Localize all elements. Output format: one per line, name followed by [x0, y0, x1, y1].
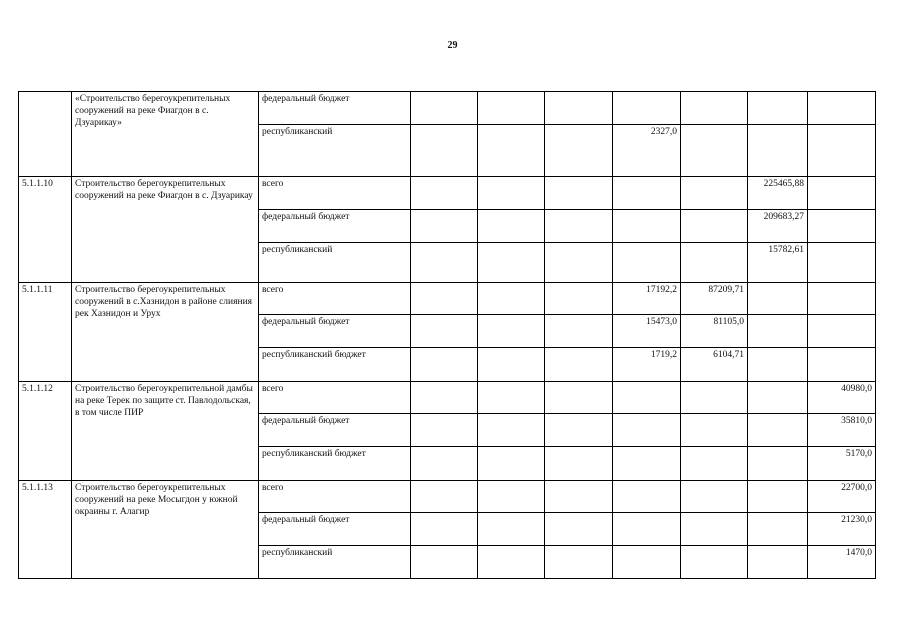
amount-cell: 40980,0 [808, 382, 876, 414]
funding-source: всего [259, 283, 411, 315]
funding-source: республиканский бюджет [259, 447, 411, 481]
amount-cell [748, 481, 808, 513]
funding-source: федеральный бюджет [259, 210, 411, 243]
amount-cell [411, 210, 478, 243]
amount-cell [613, 177, 681, 210]
amount-cell [478, 315, 545, 348]
amount-cell [545, 177, 613, 210]
funding-source: республиканский [259, 546, 411, 579]
table-row [19, 92, 876, 125]
table-row [19, 177, 876, 210]
amount-cell [478, 125, 545, 177]
amount-cell: 6104,71 [681, 348, 748, 382]
item-name: Строительство берегоукрепительных сооружений на реке Мосыгдон у южной окраины г. Алагир [72, 481, 259, 579]
item-code: 5.1.1.12 [19, 382, 72, 481]
amount-cell: 15782,61 [748, 243, 808, 283]
funding-source: федеральный бюджет [259, 513, 411, 546]
amount-cell [613, 382, 681, 414]
amount-cell [748, 92, 808, 125]
amount-cell [411, 243, 478, 283]
amount-cell [681, 546, 748, 579]
amount-cell [613, 513, 681, 546]
amount-cell [545, 546, 613, 579]
amount-cell [808, 283, 876, 315]
amount-cell: 1719,2 [613, 348, 681, 382]
amount-cell [411, 283, 478, 315]
amount-cell [411, 513, 478, 546]
amount-cell [748, 513, 808, 546]
amount-cell [545, 414, 613, 447]
amount-cell: 22700,0 [808, 481, 876, 513]
amount-cell [545, 92, 613, 125]
amount-cell [748, 348, 808, 382]
amount-cell [748, 283, 808, 315]
amount-cell [478, 243, 545, 283]
item-name: Строительство берегоукрепительных сооружений в с.Хазнидон в районе слияния рек Хазнидон и Урух [72, 283, 259, 382]
amount-cell [411, 177, 478, 210]
amount-cell [545, 283, 613, 315]
amount-cell [411, 348, 478, 382]
amount-cell [478, 414, 545, 447]
amount-cell [681, 210, 748, 243]
amount-cell [748, 315, 808, 348]
amount-cell [613, 447, 681, 481]
table-body [19, 92, 876, 579]
item-code: 5.1.1.13 [19, 481, 72, 579]
amount-cell [478, 92, 545, 125]
amount-cell [681, 177, 748, 210]
amount-cell [681, 447, 748, 481]
amount-cell: 2327,0 [613, 125, 681, 177]
amount-cell [808, 315, 876, 348]
amount-cell: 15473,0 [613, 315, 681, 348]
amount-cell [748, 414, 808, 447]
funding-source: всего [259, 177, 411, 210]
item-name: Строительство берегоукрепительных сооружений на реке Фиагдон в с. Дзуарикау [72, 177, 259, 283]
amount-cell: 81105,0 [681, 315, 748, 348]
amount-cell [478, 210, 545, 243]
amount-cell: 209683,27 [748, 210, 808, 243]
funding-source: федеральный бюджет [259, 414, 411, 447]
amount-cell [613, 481, 681, 513]
amount-cell [681, 92, 748, 125]
amount-cell [613, 243, 681, 283]
item-code: 5.1.1.10 [19, 177, 72, 283]
item-name: «Строительство берегоукрепительных сооружений на реке Фиагдон в с. Дзуарикау» [72, 92, 259, 177]
amount-cell [478, 546, 545, 579]
amount-cell [411, 414, 478, 447]
table-row [19, 382, 876, 414]
amount-cell [545, 382, 613, 414]
amount-cell [478, 382, 545, 414]
amount-cell [748, 382, 808, 414]
amount-cell [681, 382, 748, 414]
amount-cell [545, 125, 613, 177]
amount-cell [613, 210, 681, 243]
amount-cell [478, 283, 545, 315]
amount-cell [808, 125, 876, 177]
amount-cell [411, 92, 478, 125]
amount-cell [478, 447, 545, 481]
amount-cell [613, 546, 681, 579]
amount-cell [411, 315, 478, 348]
amount-cell [748, 546, 808, 579]
amount-cell [478, 481, 545, 513]
amount-cell: 21230,0 [808, 513, 876, 546]
funding-source: федеральный бюджет [259, 315, 411, 348]
amount-cell [478, 348, 545, 382]
amount-cell [411, 447, 478, 481]
table-row [19, 283, 876, 315]
funding-source: федеральный бюджет [259, 92, 411, 125]
amount-cell [545, 513, 613, 546]
funding-source: всего [259, 382, 411, 414]
amount-cell [681, 513, 748, 546]
amount-cell [681, 481, 748, 513]
amount-cell [478, 177, 545, 210]
item-code: 5.1.1.11 [19, 283, 72, 382]
amount-cell [808, 177, 876, 210]
amount-cell [411, 125, 478, 177]
amount-cell [411, 546, 478, 579]
funding-source: всего [259, 481, 411, 513]
amount-cell [748, 447, 808, 481]
amount-cell: 17192,2 [613, 283, 681, 315]
page-number: 29 [447, 40, 458, 51]
budget-table [18, 91, 876, 579]
amount-cell [411, 481, 478, 513]
amount-cell: 87209,71 [681, 283, 748, 315]
amount-cell [545, 210, 613, 243]
amount-cell: 5170,0 [808, 447, 876, 481]
item-name: Строительство берегоукрепительной дамбы на реке Терек по защите ст. Павлодольская, в том числе ПИР [72, 382, 259, 481]
amount-cell: 35810,0 [808, 414, 876, 447]
amount-cell [681, 125, 748, 177]
funding-source: республиканский бюджет [259, 348, 411, 382]
funding-source: республиканский [259, 125, 411, 177]
amount-cell [545, 315, 613, 348]
amount-cell [808, 348, 876, 382]
amount-cell [613, 414, 681, 447]
amount-cell [545, 447, 613, 481]
amount-cell [808, 210, 876, 243]
amount-cell: 225465,88 [748, 177, 808, 210]
table-row [19, 481, 876, 513]
amount-cell [545, 243, 613, 283]
amount-cell [478, 513, 545, 546]
amount-cell [545, 481, 613, 513]
amount-cell [748, 125, 808, 177]
amount-cell [808, 92, 876, 125]
amount-cell [808, 243, 876, 283]
item-code [19, 92, 72, 177]
amount-cell [613, 92, 681, 125]
amount-cell [411, 382, 478, 414]
amount-cell [545, 348, 613, 382]
amount-cell: 1470,0 [808, 546, 876, 579]
amount-cell [681, 414, 748, 447]
funding-source: республиканский [259, 243, 411, 283]
amount-cell [681, 243, 748, 283]
